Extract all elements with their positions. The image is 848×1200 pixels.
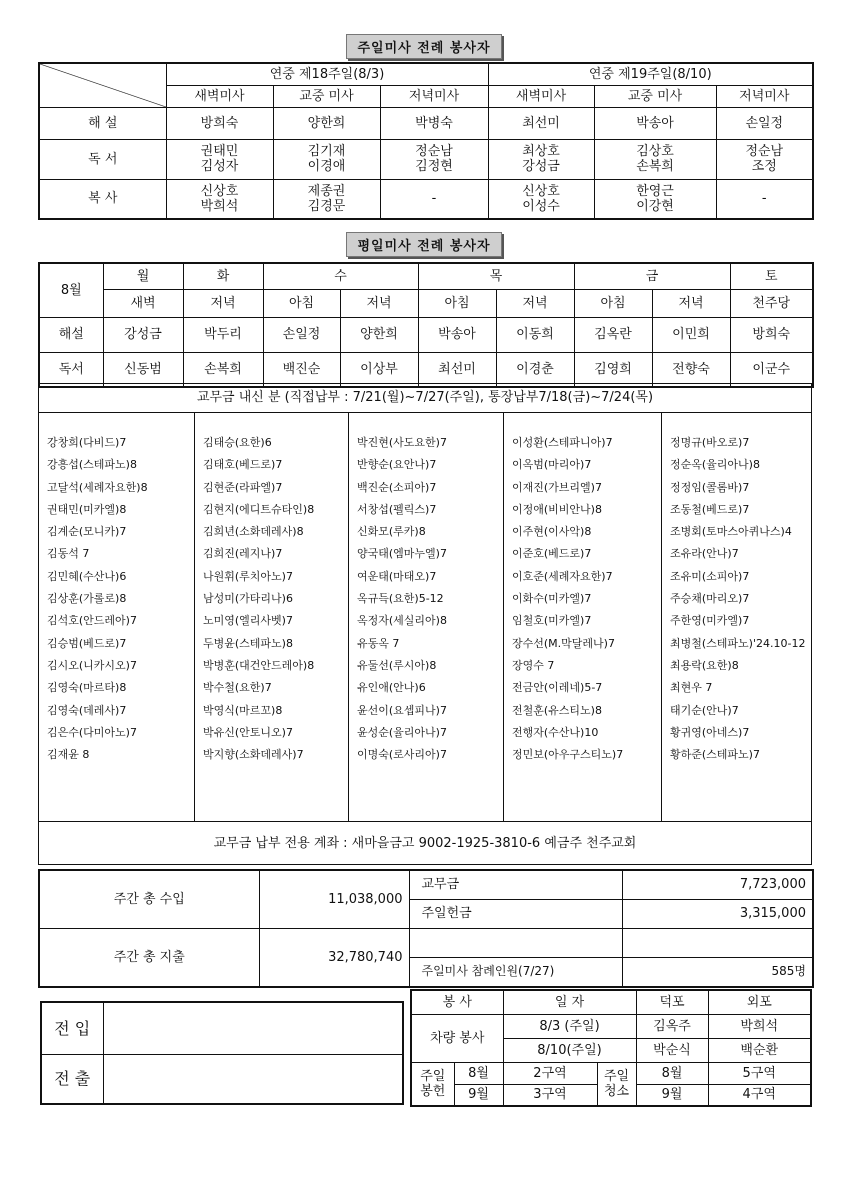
- cell: 이상부: [340, 352, 418, 387]
- day-header: 월: [103, 263, 183, 289]
- donor-entry: 김희진(레지나)7: [203, 547, 283, 561]
- attendance-value: 585명: [622, 957, 813, 987]
- donor-entry: 이준호(베드로)7: [512, 547, 592, 561]
- donor-entry: 박수철(요한)7: [203, 681, 272, 695]
- cell: 이경춘: [496, 352, 574, 387]
- service-header: 봉 사: [411, 990, 503, 1014]
- donor-entry: 옥정자(세실리아)8: [357, 614, 447, 628]
- donor-entry: 주승채(마리오)7: [670, 592, 750, 606]
- donor-entry: 임철호(미카엘)7: [512, 614, 592, 628]
- donor-entry: 권태민(미카엘)8: [47, 502, 127, 516]
- time-header: 아침: [418, 289, 496, 317]
- donor-column: [39, 412, 195, 821]
- donor-entry: 최병철(스테파노)'24.10-12: [670, 636, 806, 650]
- donor-entry: 노미영(엘리사벳)7: [203, 614, 293, 628]
- cell: 이민희: [652, 317, 730, 352]
- donor-entry: 조동철(베드로)7: [670, 502, 750, 516]
- donor-entry: 이정애(비비안나)8: [512, 502, 602, 516]
- donor-entry: 유동옥 7: [357, 636, 400, 650]
- time-header: 아침: [574, 289, 652, 317]
- donor-entry: 박영식(마르꼬)8: [203, 703, 283, 717]
- donor-entry: 이명숙(로사리아)7: [357, 748, 447, 762]
- cell: 박두리: [183, 317, 263, 352]
- service-table: [410, 989, 812, 1107]
- donor-entry: 이옥범(마리아)7: [512, 458, 592, 472]
- week-2: 연중 제19주일(8/10): [488, 63, 813, 85]
- cell: 정순남 김정현: [380, 139, 488, 179]
- donor-entry: 김계순(모니카)7: [47, 525, 127, 539]
- donor-entry: 김재윤 8: [47, 748, 90, 762]
- donor-entry: 이성환(스테파니아)7: [512, 436, 613, 449]
- donor-entry: 주한영(미카엘)7: [670, 614, 750, 628]
- offering-area: 2구역: [503, 1062, 597, 1084]
- day-header: 토: [730, 263, 813, 289]
- cleaning-area: 4구역: [708, 1084, 811, 1106]
- donor-column: [662, 412, 811, 821]
- transfer-in-label: 전 입: [41, 1002, 103, 1054]
- transfer-table: [40, 1001, 404, 1105]
- donor-entry: 강창희(다비드)7: [47, 436, 127, 449]
- service-header: 덕포: [636, 990, 708, 1014]
- cell: 이군수: [730, 352, 813, 387]
- cell: 방희숙: [730, 317, 813, 352]
- cell: 최상호 강성금: [488, 139, 594, 179]
- vehicle-deokpo: 김옥주: [636, 1014, 708, 1038]
- cell: 방희숙: [166, 107, 273, 139]
- row-label: 해 설: [39, 107, 166, 139]
- gyomugeum-value: 7,723,000: [622, 870, 813, 899]
- cell: 박송아: [594, 107, 716, 139]
- income-value: 11,038,000: [259, 870, 409, 928]
- transfer-in-value: [103, 1002, 403, 1054]
- mass-header: 새벽미사: [166, 85, 273, 107]
- cell: 신상호 이성수: [488, 179, 594, 219]
- donor-entry: 황하준(스테파노)7: [670, 748, 760, 762]
- donor-entry: 강흥섭(스테파노)8: [47, 458, 137, 472]
- donor-column: [504, 412, 662, 821]
- mass-header: 저녁미사: [716, 85, 813, 107]
- transfer-out-label: 전 출: [41, 1054, 103, 1104]
- donor-entry: 정민보(아우구스티노)7: [512, 748, 624, 762]
- cell: 김상호 손복희: [594, 139, 716, 179]
- account-info: 교무금 납부 전용 계좌 : 새마을금고 9002-1925-3810-6 예금주 천주교회: [39, 821, 811, 865]
- donor-entry: 반향순(요안나)7: [357, 458, 437, 472]
- donor-entry: 신화모(루카)8: [357, 525, 426, 539]
- time-header: 아침: [263, 289, 340, 317]
- offering-month: 8월: [454, 1062, 503, 1084]
- donor-entry: 최용락(요한)8: [670, 658, 739, 672]
- donor-entry: 정정임(콜롬바)7: [670, 480, 750, 494]
- income-label: 주간 총 수입: [39, 870, 259, 928]
- donor-entry: 서창섭(펠릭스)7: [357, 502, 437, 516]
- donor-header: 교무금 내신 분 (직접납부 : 7/21(월)~7/27(주일), 통장납부7/18(금)~7/24(목): [39, 384, 811, 413]
- cell: 손일정: [716, 107, 813, 139]
- row-label: 해설: [39, 317, 103, 352]
- transfer-out-value: [103, 1054, 403, 1104]
- cleaning-area: 5구역: [708, 1062, 811, 1084]
- cell: 김영희: [574, 352, 652, 387]
- sunday-offering-label: 주일헌금: [409, 899, 622, 928]
- donor-entry: 전행자(수산나)10: [512, 725, 599, 739]
- cell: 강성금: [103, 317, 183, 352]
- donor-entry: 김상훈(가롤로)8: [47, 592, 127, 606]
- cell: 이동희: [496, 317, 574, 352]
- donor-entry: 고달석(세례자요한)8: [47, 480, 148, 494]
- donor-entry: 장수선(M.막달레나)7: [512, 636, 615, 650]
- cell: 양한희: [273, 107, 380, 139]
- sunday-offering-value: 3,315,000: [622, 899, 813, 928]
- donor-entry: 황귀영(아네스)7: [670, 725, 750, 739]
- day-header: 화: [183, 263, 263, 289]
- mass-header: 새벽미사: [488, 85, 594, 107]
- finance-table: [38, 869, 814, 988]
- cell: 박병숙: [380, 107, 488, 139]
- donor-entry: 나원휘(루치아노)7: [203, 569, 293, 583]
- donor-entry: 전금안(이레네)5-7: [512, 681, 603, 695]
- cell: -: [716, 179, 813, 219]
- row-label: 독서: [39, 352, 103, 387]
- service-header: 일 자: [503, 990, 636, 1014]
- row-label: 복 사: [39, 179, 166, 219]
- donor-entry: 유둘선(루시아)8: [357, 658, 437, 672]
- donor-entry: 전철훈(유스티노)8: [512, 703, 602, 717]
- mass-header: 저녁미사: [380, 85, 488, 107]
- donor-entry: 양국태(엠마누엘)7: [357, 547, 447, 561]
- donor-entry: 조유미(소피아)7: [670, 569, 750, 583]
- donor-entry: 박유신(안토니오)7: [203, 725, 293, 739]
- donor-entry: 여운태(마태오)7: [357, 569, 437, 583]
- donor-entry: 김영숙(데레사)7: [47, 703, 127, 717]
- cell: 정순남 조정: [716, 139, 813, 179]
- mass-header: 교중 미사: [594, 85, 716, 107]
- cell: 제종권 김경문: [273, 179, 380, 219]
- donor-entry: 이호준(세례자요한)7: [512, 569, 613, 583]
- header-diagonal: [39, 63, 166, 107]
- vehicle-label: 차량 봉사: [411, 1014, 503, 1062]
- donor-entry: 남성미(가타리나)6: [203, 592, 293, 606]
- donor-column: [349, 412, 504, 821]
- donor-entry: 조병회(토마스아퀴나스)4: [670, 525, 792, 539]
- donor-entry: 박병훈(대건안드레아)8: [203, 658, 315, 672]
- donor-entry: 김태승(요한)6: [203, 436, 272, 449]
- cell: 김옥란: [574, 317, 652, 352]
- cell: 최선미: [488, 107, 594, 139]
- cell: 신상호 박희석: [166, 179, 273, 219]
- cell: 신동범: [103, 352, 183, 387]
- day-header: 수: [263, 263, 418, 289]
- offering-label: 주일 봉헌: [411, 1062, 454, 1106]
- time-header: 저녁: [652, 289, 730, 317]
- row-label: 독 서: [39, 139, 166, 179]
- expense-label: 주간 총 지출: [39, 928, 259, 987]
- donor-entry: 장영수 7: [512, 658, 555, 672]
- offering-area: 3구역: [503, 1084, 597, 1106]
- donor-entry: 이화수(미카엘)7: [512, 592, 592, 606]
- donor-entry: 윤선이(요셉피나)7: [357, 703, 447, 717]
- donor-entry: 정명규(바오로)7: [670, 436, 750, 449]
- donor-entry: 김현준(라파엘)7: [203, 480, 283, 494]
- cell: 전향숙: [652, 352, 730, 387]
- donor-entry: 김석호(안드레아)7: [47, 614, 137, 628]
- day-header: 목: [418, 263, 574, 289]
- donor-entry: 김영숙(마르타)8: [47, 681, 127, 695]
- donor-entry: 옥규득(요한)5-12: [357, 592, 444, 606]
- cell: 권태민 김성자: [166, 139, 273, 179]
- donor-entry: 김승범(베드로)7: [47, 636, 127, 650]
- cell: 한영근 이강현: [594, 179, 716, 219]
- time-header: 저녁: [496, 289, 574, 317]
- offering-month: 9월: [454, 1084, 503, 1106]
- cell: 박송아: [418, 317, 496, 352]
- cleaning-month: 8월: [636, 1062, 708, 1084]
- donor-column: [195, 412, 349, 821]
- donor-entry: 박진현(사도요한)7: [357, 436, 447, 449]
- time-header: 새벽: [103, 289, 183, 317]
- donor-entry: 김희년(소화데레사)8: [203, 525, 304, 539]
- donor-entry: 박지향(소화데레사)7: [203, 748, 304, 762]
- donor-entry: 태기순(안나)7: [670, 703, 739, 717]
- sunday-table: [38, 62, 814, 220]
- week-1: 연중 제18주일(8/3): [166, 63, 488, 85]
- weekday-title: 평일미사 전례 봉사자: [0, 232, 848, 257]
- vehicle-date: 8/3 (주일): [503, 1014, 636, 1038]
- vehicle-date: 8/10(주일): [503, 1038, 636, 1062]
- donor-entry: 김은수(다미아노)7: [47, 725, 137, 739]
- donor-entry: 조유라(안나)7: [670, 547, 739, 561]
- donor-entry: 최현우 7: [670, 681, 713, 695]
- weekday-table: [38, 262, 814, 388]
- month-label: 8월: [39, 263, 103, 317]
- cell: 김기재 이경애: [273, 139, 380, 179]
- cell: 손일정: [263, 317, 340, 352]
- donor-entry: 김현지(에디트슈타인)8: [203, 502, 315, 516]
- service-header: 외포: [708, 990, 811, 1014]
- expense-value: 32,780,740: [259, 928, 409, 987]
- mass-header: 교중 미사: [273, 85, 380, 107]
- day-header: 금: [574, 263, 730, 289]
- vehicle-oepo: 백순환: [708, 1038, 811, 1062]
- vehicle-deokpo: 박순식: [636, 1038, 708, 1062]
- sunday-title: 주일미사 전례 봉사자: [0, 34, 848, 59]
- cell: 양한희: [340, 317, 418, 352]
- vehicle-oepo: 박희석: [708, 1014, 811, 1038]
- donor-entry: 김태호(베드로)7: [203, 458, 283, 472]
- cell: -: [380, 179, 488, 219]
- donor-entry: 백진순(소피아)7: [357, 480, 437, 494]
- donor-entry: 김동석 7: [47, 547, 90, 561]
- attendance-label: 주일미사 참례인원(7/27): [409, 957, 622, 987]
- time-header: 천주당: [730, 289, 813, 317]
- cell: 백진순: [263, 352, 340, 387]
- time-header: 저녁: [340, 289, 418, 317]
- cleaning-month: 9월: [636, 1084, 708, 1106]
- cleaning-label: 주일 청소: [597, 1062, 636, 1106]
- donor-entry: 이재진(가브리엘)7: [512, 480, 602, 494]
- donor-entry: 유인애(안나)6: [357, 681, 426, 695]
- cell: 손복희: [183, 352, 263, 387]
- donor-entry: 이주현(이사악)8: [512, 525, 592, 539]
- donor-entry: 정순옥(율리아나)8: [670, 458, 760, 472]
- donor-list: [38, 383, 812, 865]
- time-header: 저녁: [183, 289, 263, 317]
- donor-entry: 두병윤(스테파노)8: [203, 636, 293, 650]
- cell: 최선미: [418, 352, 496, 387]
- donor-entry: 김민혜(수산나)6: [47, 569, 127, 583]
- donor-entry: 윤성순(율리아나)7: [357, 725, 447, 739]
- gyomugeum-label: 교무금: [409, 870, 622, 899]
- donor-entry: 김시오(니카시오)7: [47, 658, 137, 672]
